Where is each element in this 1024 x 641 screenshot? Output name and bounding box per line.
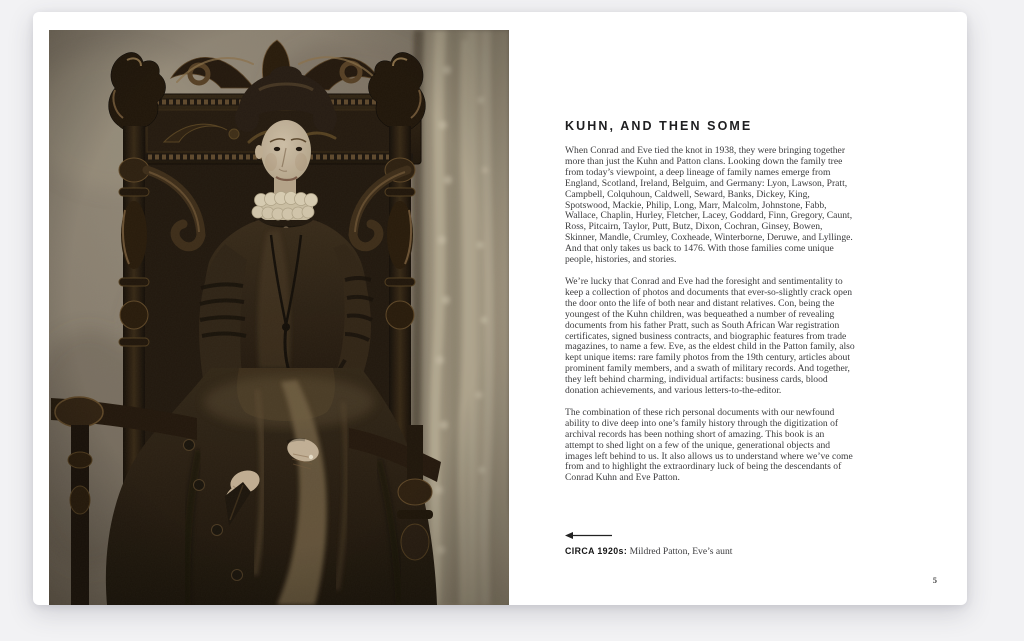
text-column [565, 119, 855, 495]
left-arrow-icon [565, 531, 613, 540]
body-paragraph-2: We’re lucky that Conrad and Eve had the foresight and sentimentality to keep a collection of photos and documents that ever-so-slightly crack open the door onto the life of both near and distant relatives. Con, being the youngest of the Kuhn children, was bequeathed a number of revealing documents from his father Pratt, such as South African War registration certificates, signed business contracts, and biographic features from trade magazines, to name a few. Eve, as the eldest child in the Patton family, also kept unique items: rare family photos from the 19th century, articles about prominent family members, and a swath of military records. And together, they left behind charming, individual artifacts: business cards, blood donation achievements, and various letters-to-the-editor. [565, 275, 855, 397]
page-title: KUHN, AND THEN SOME [565, 119, 753, 133]
photo-illustration [49, 30, 509, 605]
caption-label: CIRCA 1920s: [565, 546, 628, 556]
body-paragraph-1: When Conrad and Eve tied the knot in 1938, they were bringing together more than just the Kuhn and Patton clans. Looking down the family tree from today’s viewpoint, a deep lineage of family names emerge from England, Scotland, Ireland, Belguim, and Germany: Lyon, Lawson, Pratt, Campbell, Colquhoun, Caldwell, Seward, Banks, Dickey, King, Spotswood, Mackie, Philip, Long, Marr, Malcolm, Johnstone, Fabb, Wallace, Chaplin, Hurley, Fletcher, Lacey, Goddard, Finn, Gregory, Caunt, Ross, Pitcairn, Taylor, Putt, Butz, Dixon, Cochran, Ginsey, Bowen, Skinner, Mandle, Crumley, Coxheade, Winterborne, Deruwe, and Lyllinge. And that only takes us back to 1476. With those families come unique people, histories, and stories. [565, 145, 853, 266]
photo-caption [565, 546, 865, 557]
caption-text: Mildred Patton, Eve’s aunt [629, 546, 733, 557]
book-page [33, 12, 967, 605]
portrait-photo [49, 30, 509, 605]
body-paragraph-3: The combination of these rich personal documents with our newfound ability to dive deep into one’s family history through the digitization of archival records has been nothing short of amazing. This book is an attempt to shed light on a few of the unique, generational objects and images left behind to us. It also allows us to understand where we’ve come from and to highlight the extraordinary luck of being the descendants of Conrad Kuhn and Eve Patton. [565, 406, 853, 484]
photo-caption-block [565, 531, 865, 557]
page-number: 5 [932, 575, 937, 585]
film-grain [49, 30, 509, 605]
